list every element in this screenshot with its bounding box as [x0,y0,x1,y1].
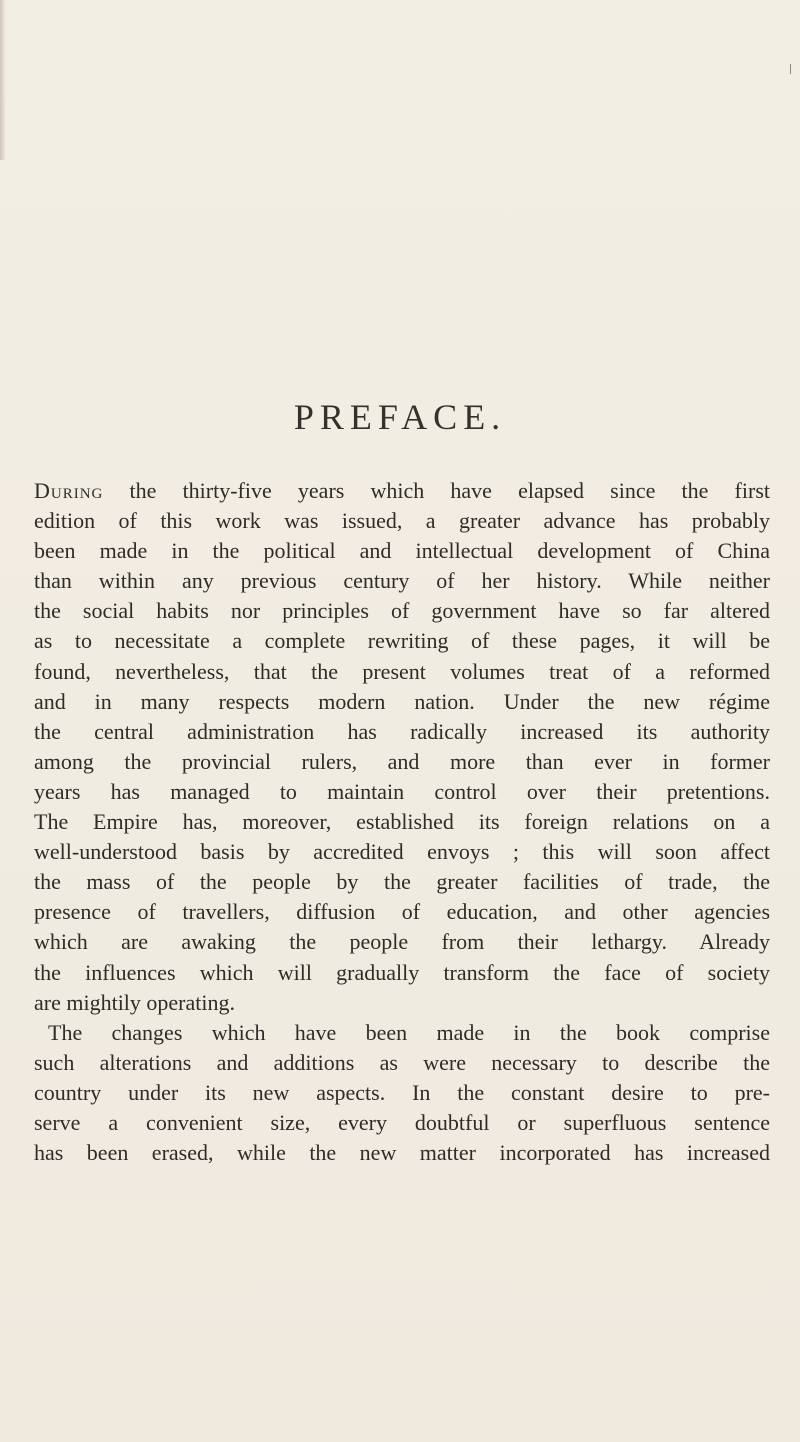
preface-line-23: has been erased, while the new matter incorporated has increased [34,1140,770,1166]
preface-body [34,476,770,1168]
preface-line-18: are mightily operating. [34,989,235,1015]
preface-line-14: the mass of the people by the greater facilities of trade, the [34,869,770,895]
opening-word: During [34,478,104,503]
preface-line-13: well-understood basis by accredited envoys ; this will soon affect [34,839,770,865]
preface-line-10: among the provincial rulers, and more than ever in former [34,748,770,774]
page-mark [790,64,791,74]
preface-line-20: such alterations and additions as were necessary to describe the [34,1049,770,1075]
preface-line-19: The changes which have been made in the book comprise [48,1019,770,1045]
preface-line-2: edition of this work was issued, a greater advance has probably [34,508,770,534]
preface-line-3: been made in the political and intellectual development of China [34,538,770,564]
preface-line-17: the influences which will gradually transform the face of society [34,959,770,985]
preface-line-15: presence of travellers, diffusion of education, and other agencies [34,899,770,925]
preface-line-7: found, nevertheless, that the present volumes treat of a reformed [34,658,770,684]
preface-line-5: the social habits nor principles of government have so far altered [34,598,770,624]
preface-line-21: country under its new aspects. In the constant desire to pre- [34,1079,770,1105]
preface-line-9: the central administration has radically increased its authority [34,718,770,744]
preface-line-16: which are awaking the people from their lethargy. Already [34,929,770,955]
preface-heading: PREFACE. [293,397,507,437]
preface-line-1: During the thirty-five years which have elapsed since the first [34,478,770,503]
preface-line-4: than within any previous century of her history. While neither [34,568,770,594]
page-edge-shadow [0,0,6,160]
preface-line-12: The Empire has, moreover, established its foreign relations on a [34,809,770,835]
preface-line-22: serve a convenient size, every doubtful or superfluous sentence [34,1109,770,1135]
preface-line-11: years has managed to maintain control over their pretentions. [34,778,770,804]
preface-line-6: as to necessitate a complete rewriting of these pages, it will be [34,628,770,654]
preface-line-8: and in many respects modern nation. Under the new régime [34,688,770,714]
